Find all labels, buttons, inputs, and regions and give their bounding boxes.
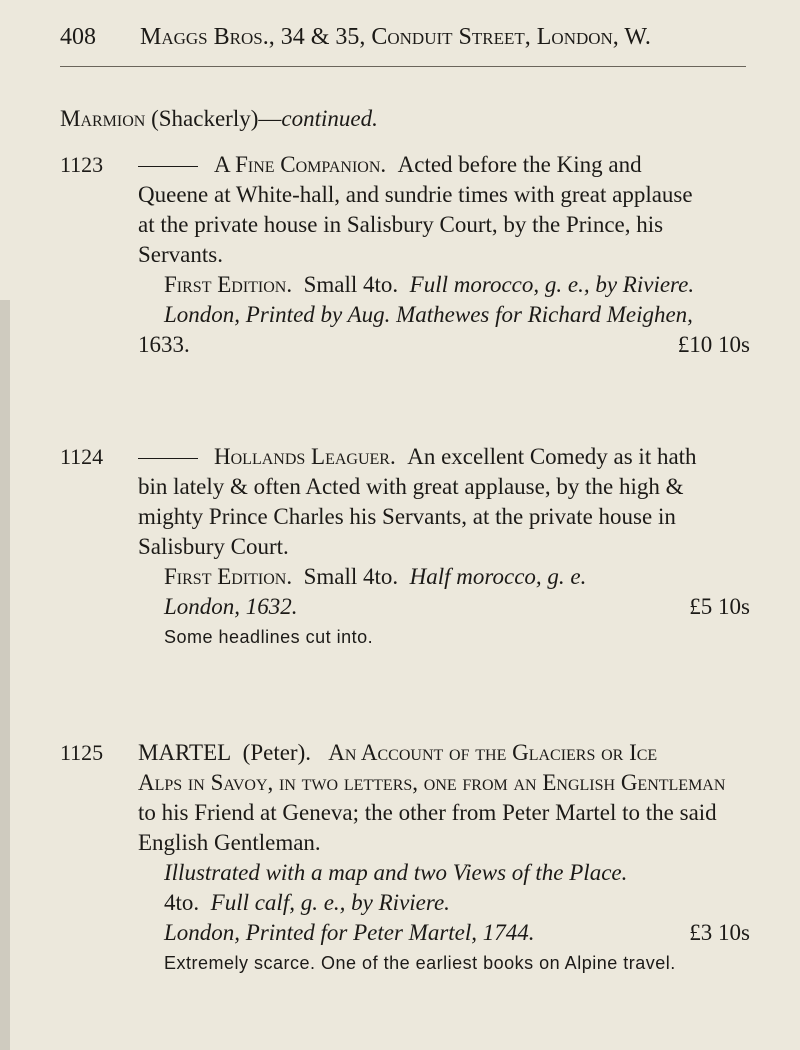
lot-number: 1124 — [60, 444, 104, 469]
edition-line — [138, 562, 764, 592]
edition-line — [138, 270, 764, 300]
binding-line — [138, 888, 764, 918]
running-head — [60, 24, 760, 51]
entry-text — [138, 150, 764, 360]
imprint: London, Printed for Peter Martel, 1744. — [164, 920, 535, 945]
entry-text-line: to his Friend at Geneva; the other from Peter Martel to the said — [138, 800, 717, 825]
entry-title: A Fine Companion. — [214, 152, 387, 177]
entry-text — [138, 738, 764, 978]
edition: First Edition. — [164, 272, 293, 297]
entry-text-line: An excellent Comedy as it hath — [407, 444, 697, 469]
running-title: Maggs Bros., 34 & 35, Conduit Street, London, W. — [140, 24, 651, 50]
binding: Half morocco, g. e. — [409, 564, 587, 589]
year: 1633. — [138, 332, 190, 357]
page-number: 408 — [60, 24, 96, 50]
year-price-line — [138, 330, 764, 360]
price: £3 10s — [689, 920, 750, 945]
edition: First Edition. — [164, 564, 293, 589]
entry-text-line: bin lately & often Acted with great applause, by the high & — [138, 474, 684, 499]
entry-title-line — [138, 738, 764, 768]
condition-note: Extremely scarce. One of the earliest books on Alpine travel. — [164, 953, 676, 973]
binding: Full calf, g. e., by Riviere. — [210, 890, 450, 915]
imprint: London, 1632. — [164, 594, 298, 619]
entry-title: Hollands Leaguer. — [214, 444, 396, 469]
entry-text-line: English Gentleman. — [138, 830, 321, 855]
entry-text-line: Alps in Savoy, in two letters, one from an English Gentleman — [138, 770, 726, 795]
section-continued: continued. — [281, 106, 378, 131]
ditto-dash — [138, 166, 198, 167]
entry-text-line: Acted before the King and — [397, 152, 642, 177]
imprint-price-line — [138, 592, 764, 622]
entry-text-line: Queene at White-hall, and sundrie times with great applause — [138, 182, 693, 207]
lot-number: 1125 — [60, 740, 104, 765]
entry-title-line — [138, 150, 764, 180]
binding-size: Small 4to. — [303, 272, 399, 297]
section-heading — [60, 106, 378, 132]
condition-note: Some headlines cut into. — [164, 627, 374, 647]
binding-size: 4to. — [164, 890, 200, 915]
lot-number: 1123 — [60, 152, 104, 177]
entry-author: MARTEL — [138, 740, 232, 765]
section-author-rest: (Shackerly)— — [145, 106, 282, 131]
entry-text — [138, 442, 764, 652]
illustration-note: Illustrated with a map and two Views of the Place. — [164, 860, 628, 885]
section-author: Marmion — [60, 106, 146, 131]
entry-text-line: at the private house in Salisbury Court, by the Prince, his — [138, 212, 664, 237]
binding-size: Small 4to. — [303, 564, 399, 589]
imprint: London, Printed by Aug. Mathewes for Richard Meighen, — [164, 302, 693, 327]
binding: Full morocco, g. e., by Riviere. — [409, 272, 695, 297]
ditto-dash — [138, 458, 198, 459]
entry-text-line: Salisbury Court. — [138, 534, 289, 559]
entry-text-line: mighty Prince Charles his Servants, at the private house in — [138, 504, 676, 529]
entry-text-line: Servants. — [138, 242, 223, 267]
entry-title: An Account of the Glaciers or Ice — [328, 740, 658, 765]
price: £10 10s — [677, 332, 750, 357]
entry-author-rest: (Peter). — [242, 740, 311, 765]
page-shadow — [0, 300, 10, 1050]
imprint-price-line — [138, 918, 764, 948]
header-rule — [60, 66, 746, 67]
price: £5 10s — [689, 594, 750, 619]
entry-title-line — [138, 442, 764, 472]
